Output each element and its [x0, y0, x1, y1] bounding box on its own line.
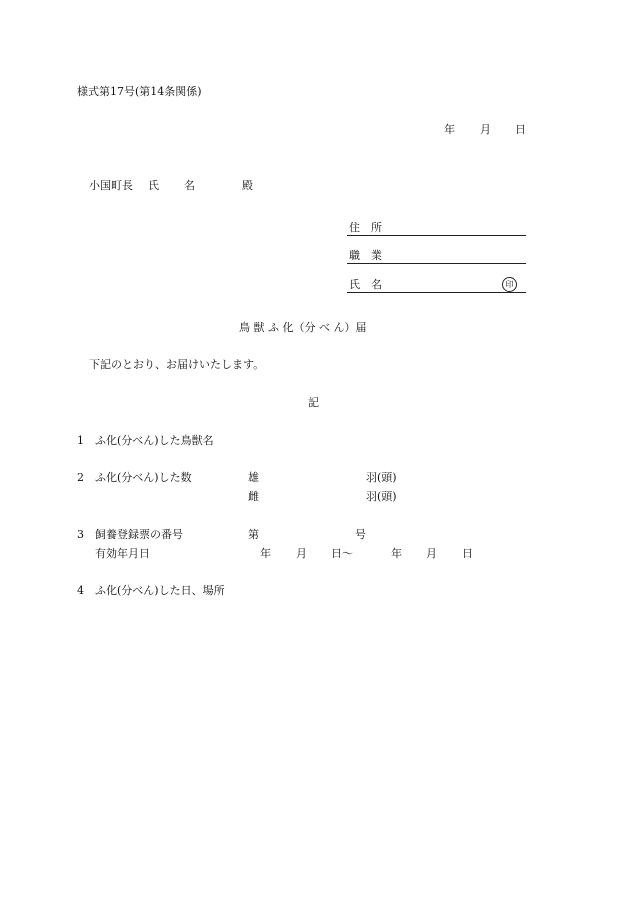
item2-unit-male: 羽(頭)	[366, 471, 397, 484]
item2-unit-female: 羽(頭)	[366, 490, 397, 503]
form-title: 鳥 獣 ふ 化（分 べ ん）届	[239, 321, 367, 334]
address-line	[347, 235, 526, 236]
validity-to-year: 年	[391, 547, 402, 560]
validity-from-day: 日〜	[331, 547, 353, 560]
item2-female: 雌	[248, 490, 259, 503]
item2-label: ふ化(分べん)した数	[95, 471, 192, 484]
intro-text: 下記のとおり、お届けいたします。	[89, 358, 265, 371]
validity-label: 有効年月日	[95, 547, 150, 560]
ki-marker: 記	[308, 396, 319, 409]
date-year: 年	[444, 123, 455, 136]
occupation-line	[347, 263, 526, 264]
addressee-honorific: 殿	[242, 179, 253, 192]
date-month: 月	[480, 123, 491, 136]
item1-number: 1	[77, 434, 84, 447]
validity-to-month: 月	[426, 547, 437, 560]
item3-dai: 第	[248, 528, 259, 541]
validity-to-day: 日	[462, 547, 473, 560]
applicant-name-line	[347, 292, 526, 293]
addressee-name-label-1: 氏	[148, 179, 159, 192]
item3-label: 飼養登録票の番号	[95, 528, 183, 541]
validity-from-year: 年	[260, 547, 271, 560]
item2-male: 雄	[248, 471, 259, 484]
applicant-name-label: 氏 名	[349, 278, 382, 291]
item1-label: ふ化(分べん)した鳥獣名	[95, 434, 214, 447]
item3-number: 3	[77, 528, 84, 541]
addressee-name-label-2: 名	[184, 179, 195, 192]
item4-label: ふ化(分べん)した日、場所	[95, 584, 225, 597]
address-label: 住 所	[349, 221, 382, 234]
item4-number: 4	[77, 584, 84, 597]
item2-number: 2	[77, 471, 84, 484]
item3-go: 号	[355, 528, 366, 541]
date-day: 日	[515, 123, 526, 136]
form-number: 様式第17号(第14条関係)	[77, 85, 202, 98]
seal-mark: 印	[502, 277, 517, 292]
occupation-label: 職 業	[349, 249, 382, 262]
addressee-title: 小国町長	[89, 179, 133, 192]
validity-from-month: 月	[296, 547, 307, 560]
